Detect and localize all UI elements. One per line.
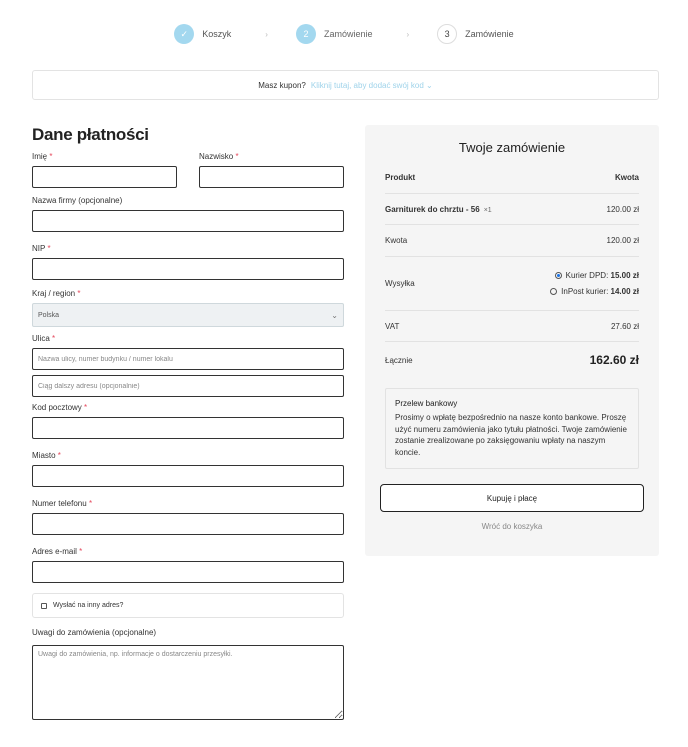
step-confirmation: [437, 24, 514, 44]
step-label: Zamówienie: [323, 29, 373, 39]
payment-method-bank-transfer: [385, 388, 639, 469]
total-row: [385, 342, 639, 378]
place-order-button[interactable]: Kupuję i płacę: [380, 484, 644, 512]
shipping-row: [385, 257, 639, 311]
total-label: Łącznie: [385, 355, 413, 365]
shipping-option-inpost[interactable]: [550, 284, 639, 300]
chevron-right-icon: ›: [406, 29, 410, 39]
first-name-field[interactable]: [32, 166, 177, 188]
back-to-cart-link[interactable]: Wróć do koszyka: [481, 522, 543, 531]
page-title: Dane płatności: [32, 125, 149, 144]
shipping-option-label: InPost kurier:: [561, 287, 609, 296]
company-label: Nazwa firmy (opcjonalne): [32, 196, 123, 205]
step-cart[interactable]: [174, 24, 231, 44]
subtotal-value: 120.00 zł: [606, 236, 639, 245]
postcode-field[interactable]: [32, 417, 344, 439]
coupon-link[interactable]: Kliknij tutaj, aby dodać swój kod ⌄: [310, 80, 433, 90]
check-icon: ✓: [174, 24, 194, 44]
col-amount: Kwota: [615, 173, 639, 182]
product-cell: [385, 205, 492, 214]
vat-row: [385, 311, 639, 342]
coupon-notice: [32, 70, 659, 100]
total-value: 162.60 zł: [589, 353, 639, 367]
shipping-options: [550, 268, 639, 300]
order-title: Twoje zamówienie: [458, 140, 566, 155]
shipping-option-price: 14.00 zł: [610, 287, 639, 296]
shipping-label: Wysyłka: [385, 279, 415, 288]
notes-label: Uwagi do zamówienia (opcjonalne): [32, 628, 157, 637]
order-summary: [365, 125, 659, 556]
step-number: 3: [437, 24, 457, 44]
order-item-row: [385, 194, 639, 225]
country-value: Polska: [38, 311, 60, 319]
nip-label: NIP *: [32, 244, 51, 253]
first-name-label: Imię *: [32, 152, 53, 161]
shipping-option-price: 15.00 zł: [610, 271, 639, 280]
step-number: 2: [296, 24, 316, 44]
product-name: Garniturek do chrztu - 56: [385, 204, 480, 214]
col-product: Produkt: [385, 173, 416, 182]
last-name-label: Nazwisko *: [199, 152, 239, 161]
company-field[interactable]: [32, 210, 344, 232]
phone-field[interactable]: [32, 513, 344, 535]
radio-selected-icon[interactable]: [555, 272, 562, 279]
billing-form: [32, 125, 344, 720]
subtotal-label: Kwota: [385, 236, 408, 245]
vat-label: VAT: [385, 321, 400, 331]
shipping-option-dpd[interactable]: [550, 268, 639, 284]
ship-to-different-address[interactable]: [32, 593, 344, 618]
payment-description: Prosimy o wpłatę bezpośrednio na nasze konto bankowe. Proszę użyć numeru zamówienia jako tytułu płatności. Twoje zamówienie zostanie zrealizowane po zaksięgowaniu wpłaty na naszym koncie.: [395, 413, 627, 457]
step-label: Zamówienie: [465, 29, 514, 39]
order-notes-field[interactable]: [32, 645, 344, 720]
radio-icon[interactable]: [550, 288, 557, 295]
checkout-steps: [0, 24, 688, 44]
order-table-header: [385, 162, 639, 194]
street2-field[interactable]: [32, 375, 344, 397]
country-label: Kraj / region *: [32, 289, 81, 298]
nip-field[interactable]: [32, 258, 344, 280]
email-label: Adres e-mail *: [32, 547, 83, 556]
ship-other-checkbox[interactable]: [41, 603, 47, 609]
product-price: 120.00 zł: [606, 204, 639, 214]
chevron-down-icon: ⌄: [331, 310, 338, 320]
city-field[interactable]: [32, 465, 344, 487]
vat-value: 27.60 zł: [610, 321, 639, 331]
street-label: Ulica *: [32, 334, 56, 343]
payment-title: Przelew bankowy: [395, 399, 458, 408]
chevron-right-icon: ›: [265, 29, 268, 39]
ship-other-label: Wysłać na inny adres?: [53, 602, 124, 609]
postcode-label: Kod pocztowy *: [32, 403, 88, 412]
product-qty: ×1: [483, 206, 492, 214]
email-field[interactable]: [32, 561, 344, 583]
step-label: Koszyk: [202, 29, 232, 39]
coupon-text: Masz kupon?: [258, 80, 306, 90]
step-order: [296, 24, 373, 44]
phone-label: Numer telefonu *: [32, 499, 93, 508]
shipping-option-label: Kurier DPD:: [565, 271, 609, 280]
subtotal-row: [385, 225, 639, 257]
city-label: Miasto *: [32, 451, 61, 460]
last-name-field[interactable]: [199, 166, 344, 188]
street-field[interactable]: [32, 348, 344, 370]
country-select[interactable]: [32, 303, 344, 327]
